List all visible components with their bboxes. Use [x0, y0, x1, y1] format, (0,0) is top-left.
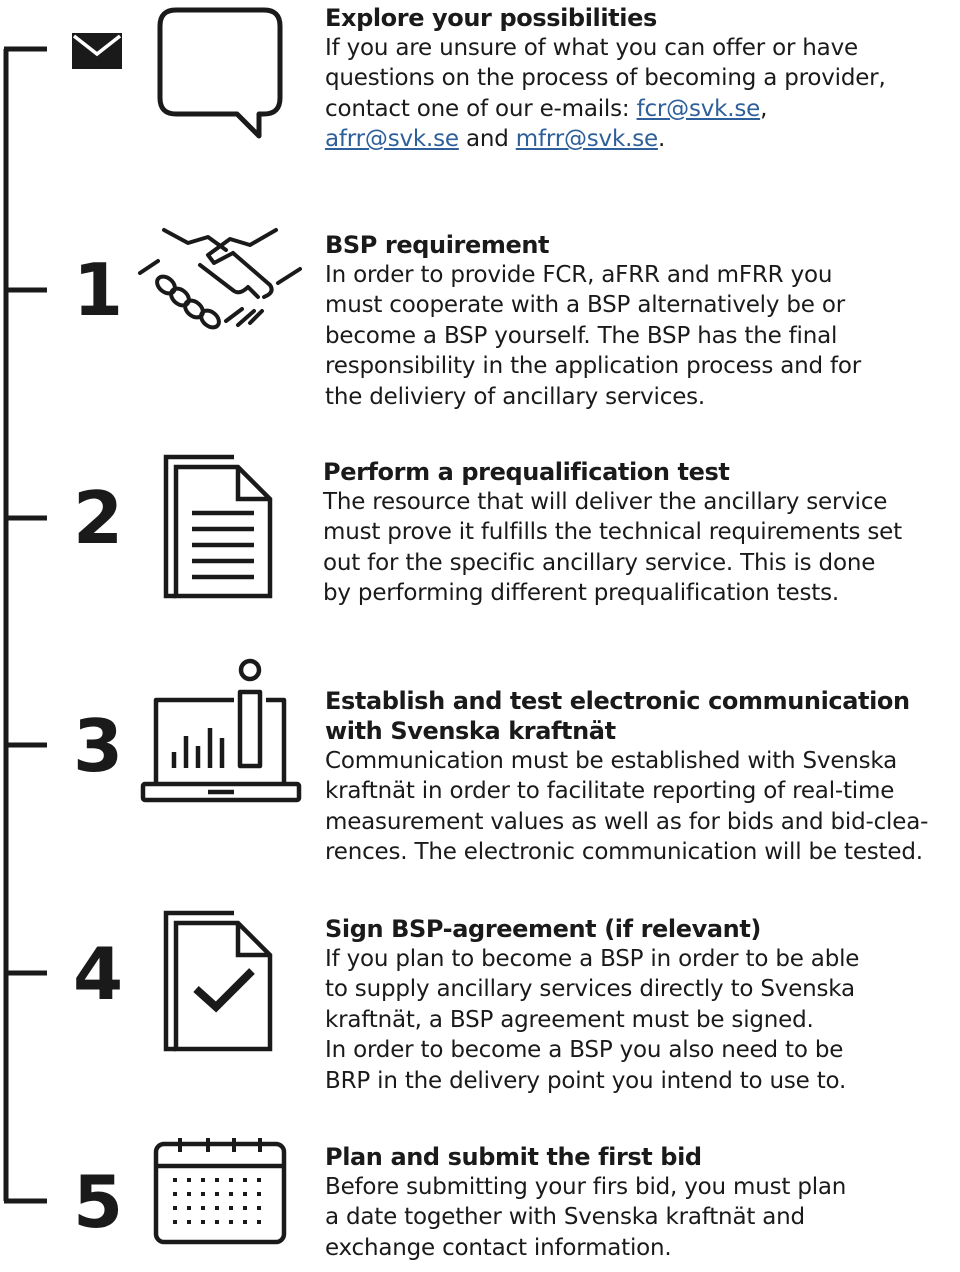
step-number: 4 — [72, 932, 124, 1016]
step-body: The resource that will deliver the ancillary service must prove it fulfills the technical requirements set out for the specific ancillary service. This is done by performing different prequalification tests. — [323, 489, 902, 607]
step-title: Establish and test electronic communication with Svenska kraftnät — [325, 687, 910, 745]
email-link-fcr[interactable]: fcr@svk.se — [636, 95, 761, 122]
step-number: 3 — [72, 704, 124, 788]
handshake-icon — [138, 225, 303, 335]
envelope-icon — [72, 33, 122, 69]
end-period: . — [657, 126, 666, 153]
step-text — [325, 914, 957, 1096]
and-separator: and — [458, 126, 516, 153]
contact-intro: If you are unsure of what you can offer or have questions on the process of becoming a provider, contact one of our e-mails: — [325, 35, 886, 122]
step-title: Perform a prequalification test — [323, 458, 730, 486]
step-number: 5 — [72, 1160, 124, 1244]
step-text — [325, 230, 957, 412]
step-title: BSP requirement — [325, 231, 550, 259]
calendar-days — [173, 1178, 261, 1224]
email-link-afrr[interactable]: afrr@svk.se — [325, 126, 459, 153]
document-icon — [162, 453, 277, 603]
contact-text — [325, 3, 957, 155]
step-body: Before submitting your firs bid, you must plan a date together with Svenska kraftnät and exchange contact information. — [325, 1174, 847, 1261]
step-title: Plan and submit the first bid — [325, 1143, 702, 1171]
step-text — [325, 686, 957, 868]
speech-bubble-icon — [156, 6, 286, 144]
step-title: Sign BSP-agreement (if relevant) — [325, 915, 761, 943]
laptop-chart-icon — [140, 656, 302, 806]
comma-separator: , — [760, 95, 768, 122]
contact-body — [325, 33, 957, 155]
email-link-mfrr[interactable]: mfrr@svk.se — [515, 126, 658, 153]
step-body: If you plan to become a BSP in order to be able to supply ancillary services directly to Svenska kraftnät, a BSP agreement must be signed. In order to become a BSP you also need to be BRP in the delivery point you intend to use to. — [325, 946, 860, 1094]
step-text — [323, 457, 955, 609]
step-number: 1 — [72, 248, 124, 332]
signed-document-icon — [162, 909, 277, 1057]
contact-title: Explore your possibilities — [325, 4, 657, 32]
step-text — [325, 1142, 957, 1263]
step-body: Communication must be established with Svenska kraftnät in order to facilitate reporting of real-time measurement values as well as for bids and bid-clea- rences. The electronic communication will be tested. — [325, 748, 929, 866]
step-number: 2 — [72, 476, 124, 560]
calendar-icon — [153, 1136, 288, 1246]
step-body: In order to provide FCR, aFRR and mFRR you must cooperate with a BSP alternatively be or become a BSP yourself. The BSP has the final responsibility in the application process and for the deliviery of ancillary services. — [325, 262, 862, 410]
